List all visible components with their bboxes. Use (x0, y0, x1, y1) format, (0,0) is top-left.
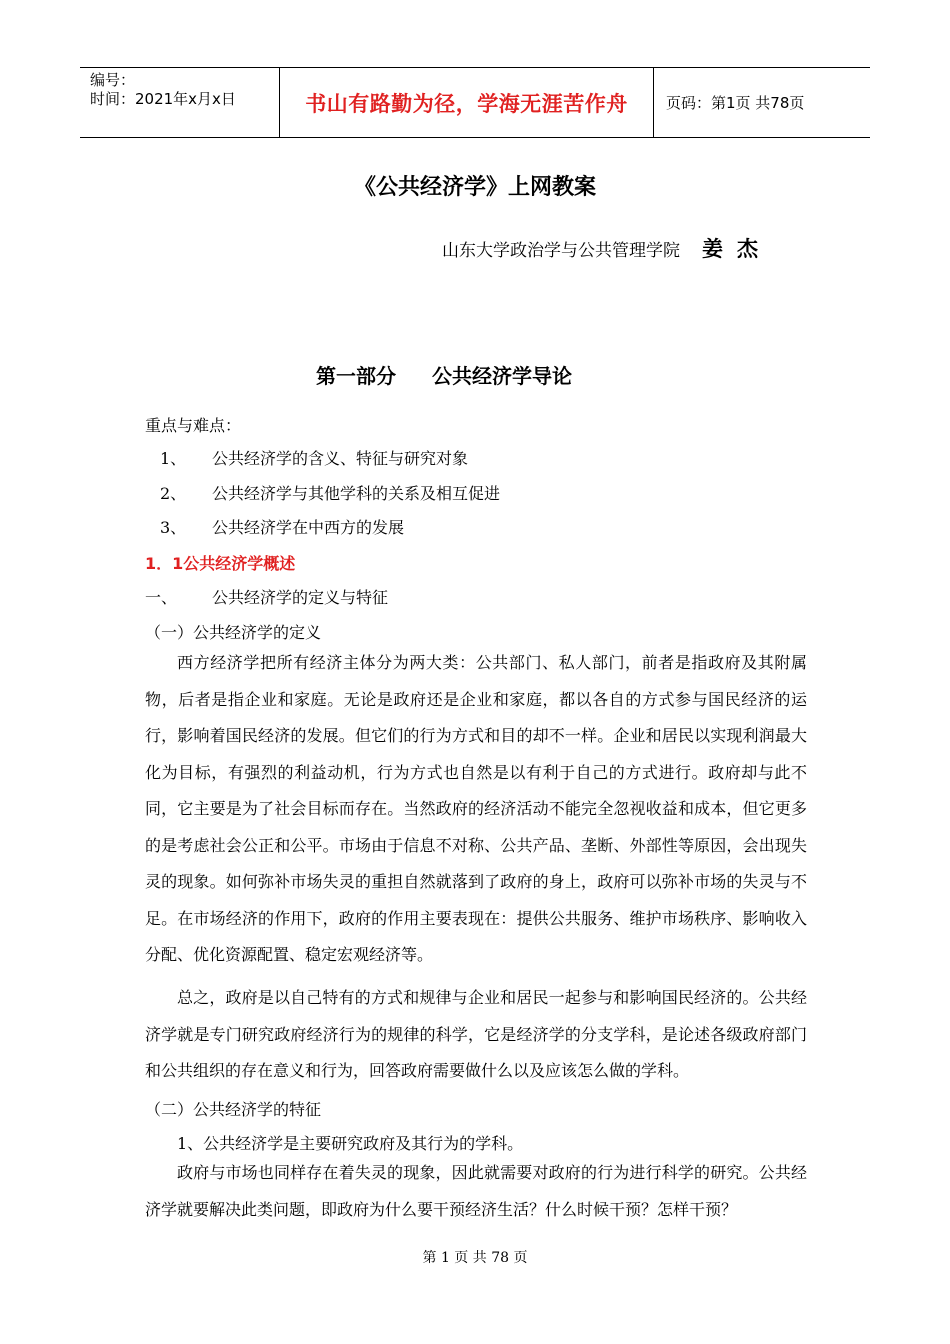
features-heading: （二）公共经济学的特征 (145, 1100, 322, 1119)
author-line (442, 233, 772, 263)
section-part: 第一部分 (316, 364, 396, 388)
section-title (316, 360, 572, 389)
subsection-heading: 1．1公共经济学概述 (145, 554, 296, 573)
time-label: 时间：2021年x月x日 (90, 90, 236, 108)
definition-heading: （一）公共经济学的定义 (145, 623, 322, 642)
page-footer: 第 1 页 共 78 页 (422, 1250, 528, 1266)
key-point-item (160, 515, 404, 538)
definition-paragraph-2: 总之，政府是以自己特有的方式和规律与企业和居民一起参与和影响国民经济的。公共经济学就是专门研究政府经济行为的规律的科学，它是经济学的分支学科，是论述各级政府部门和公共组织的存在意义和行为，回答政府需要做什么以及应该怎么做的学科。 (145, 988, 807, 1080)
part-one-number: 一、 (145, 588, 178, 607)
list-number: 1、 (160, 449, 187, 468)
key-point-item (160, 446, 468, 469)
document-title: 《公共经济学》上网教案 (353, 175, 596, 200)
document-header (80, 67, 870, 138)
definition-paragraph-1: 西方经济学把所有经济主体分为两大类：公共部门、私人部门，前者是指政府及其附属物，后者是指企业和家庭。无论是政府还是企业和家庭，都以各自的方式参与国民经济的运行，影响着国民经济的发展。但它们的行为方式和目的却不一样。企业和居民以实现利润最大化为目标，有强烈的利益动机，行为方式也自然是以有利于自己的方式进行。政府却与此不同，它主要是为了社会目标而存在。当然政府的经济活动不能完全忽视收益和成本，但它更多的是考虑社会公正和公平。市场由于信息不对称、公共产品、垄断、外部性等原因，会出现失灵的现象。如何弥补市场失灵的重担自然就落到了政府的身上，政府可以弥补市场的失灵与不足。在市场经济的作用下，政府的作用主要表现在：提供公共服务、维护市场秩序、影响收入分配、优化资源配置、稳定宏观经济等。 (145, 653, 807, 964)
feature-1-heading: 1、公共经济学是主要研究政府及其行为的学科。 (177, 1134, 524, 1153)
part-one-heading (145, 585, 388, 608)
header-page-info: 页码：第1页 共78页 (666, 94, 805, 112)
list-text: 公共经济学在中西方的发展 (212, 518, 405, 537)
list-number: 3、 (160, 518, 187, 537)
list-number: 2、 (160, 484, 187, 503)
key-points-label: 重点与难点： (145, 416, 242, 435)
key-point-item (160, 481, 500, 504)
part-one-title: 公共经济学的定义与特征 (212, 588, 389, 607)
number-label: 编号： (90, 71, 136, 89)
feature-1-paragraph: 政府与市场也同样存在着失灵的现象，因此就需要对政府的行为进行科学的研究。公共经济学就要解决此类问题，即政府为什么要干预经济生活？什么时候干预？怎样干预？ (145, 1163, 807, 1219)
header-motto: 书山有路勤为径，学海无涯苦作舟 (280, 68, 654, 137)
header-meta-cell (80, 68, 280, 137)
author-name: 姜杰 (702, 237, 772, 261)
list-text: 公共经济学与其他学科的关系及相互促进 (212, 484, 501, 503)
author-affiliation: 山东大学政治学与公共管理学院 (442, 241, 680, 261)
section-name: 公共经济学导论 (432, 364, 572, 388)
list-text: 公共经济学的含义、特征与研究对象 (212, 449, 469, 468)
